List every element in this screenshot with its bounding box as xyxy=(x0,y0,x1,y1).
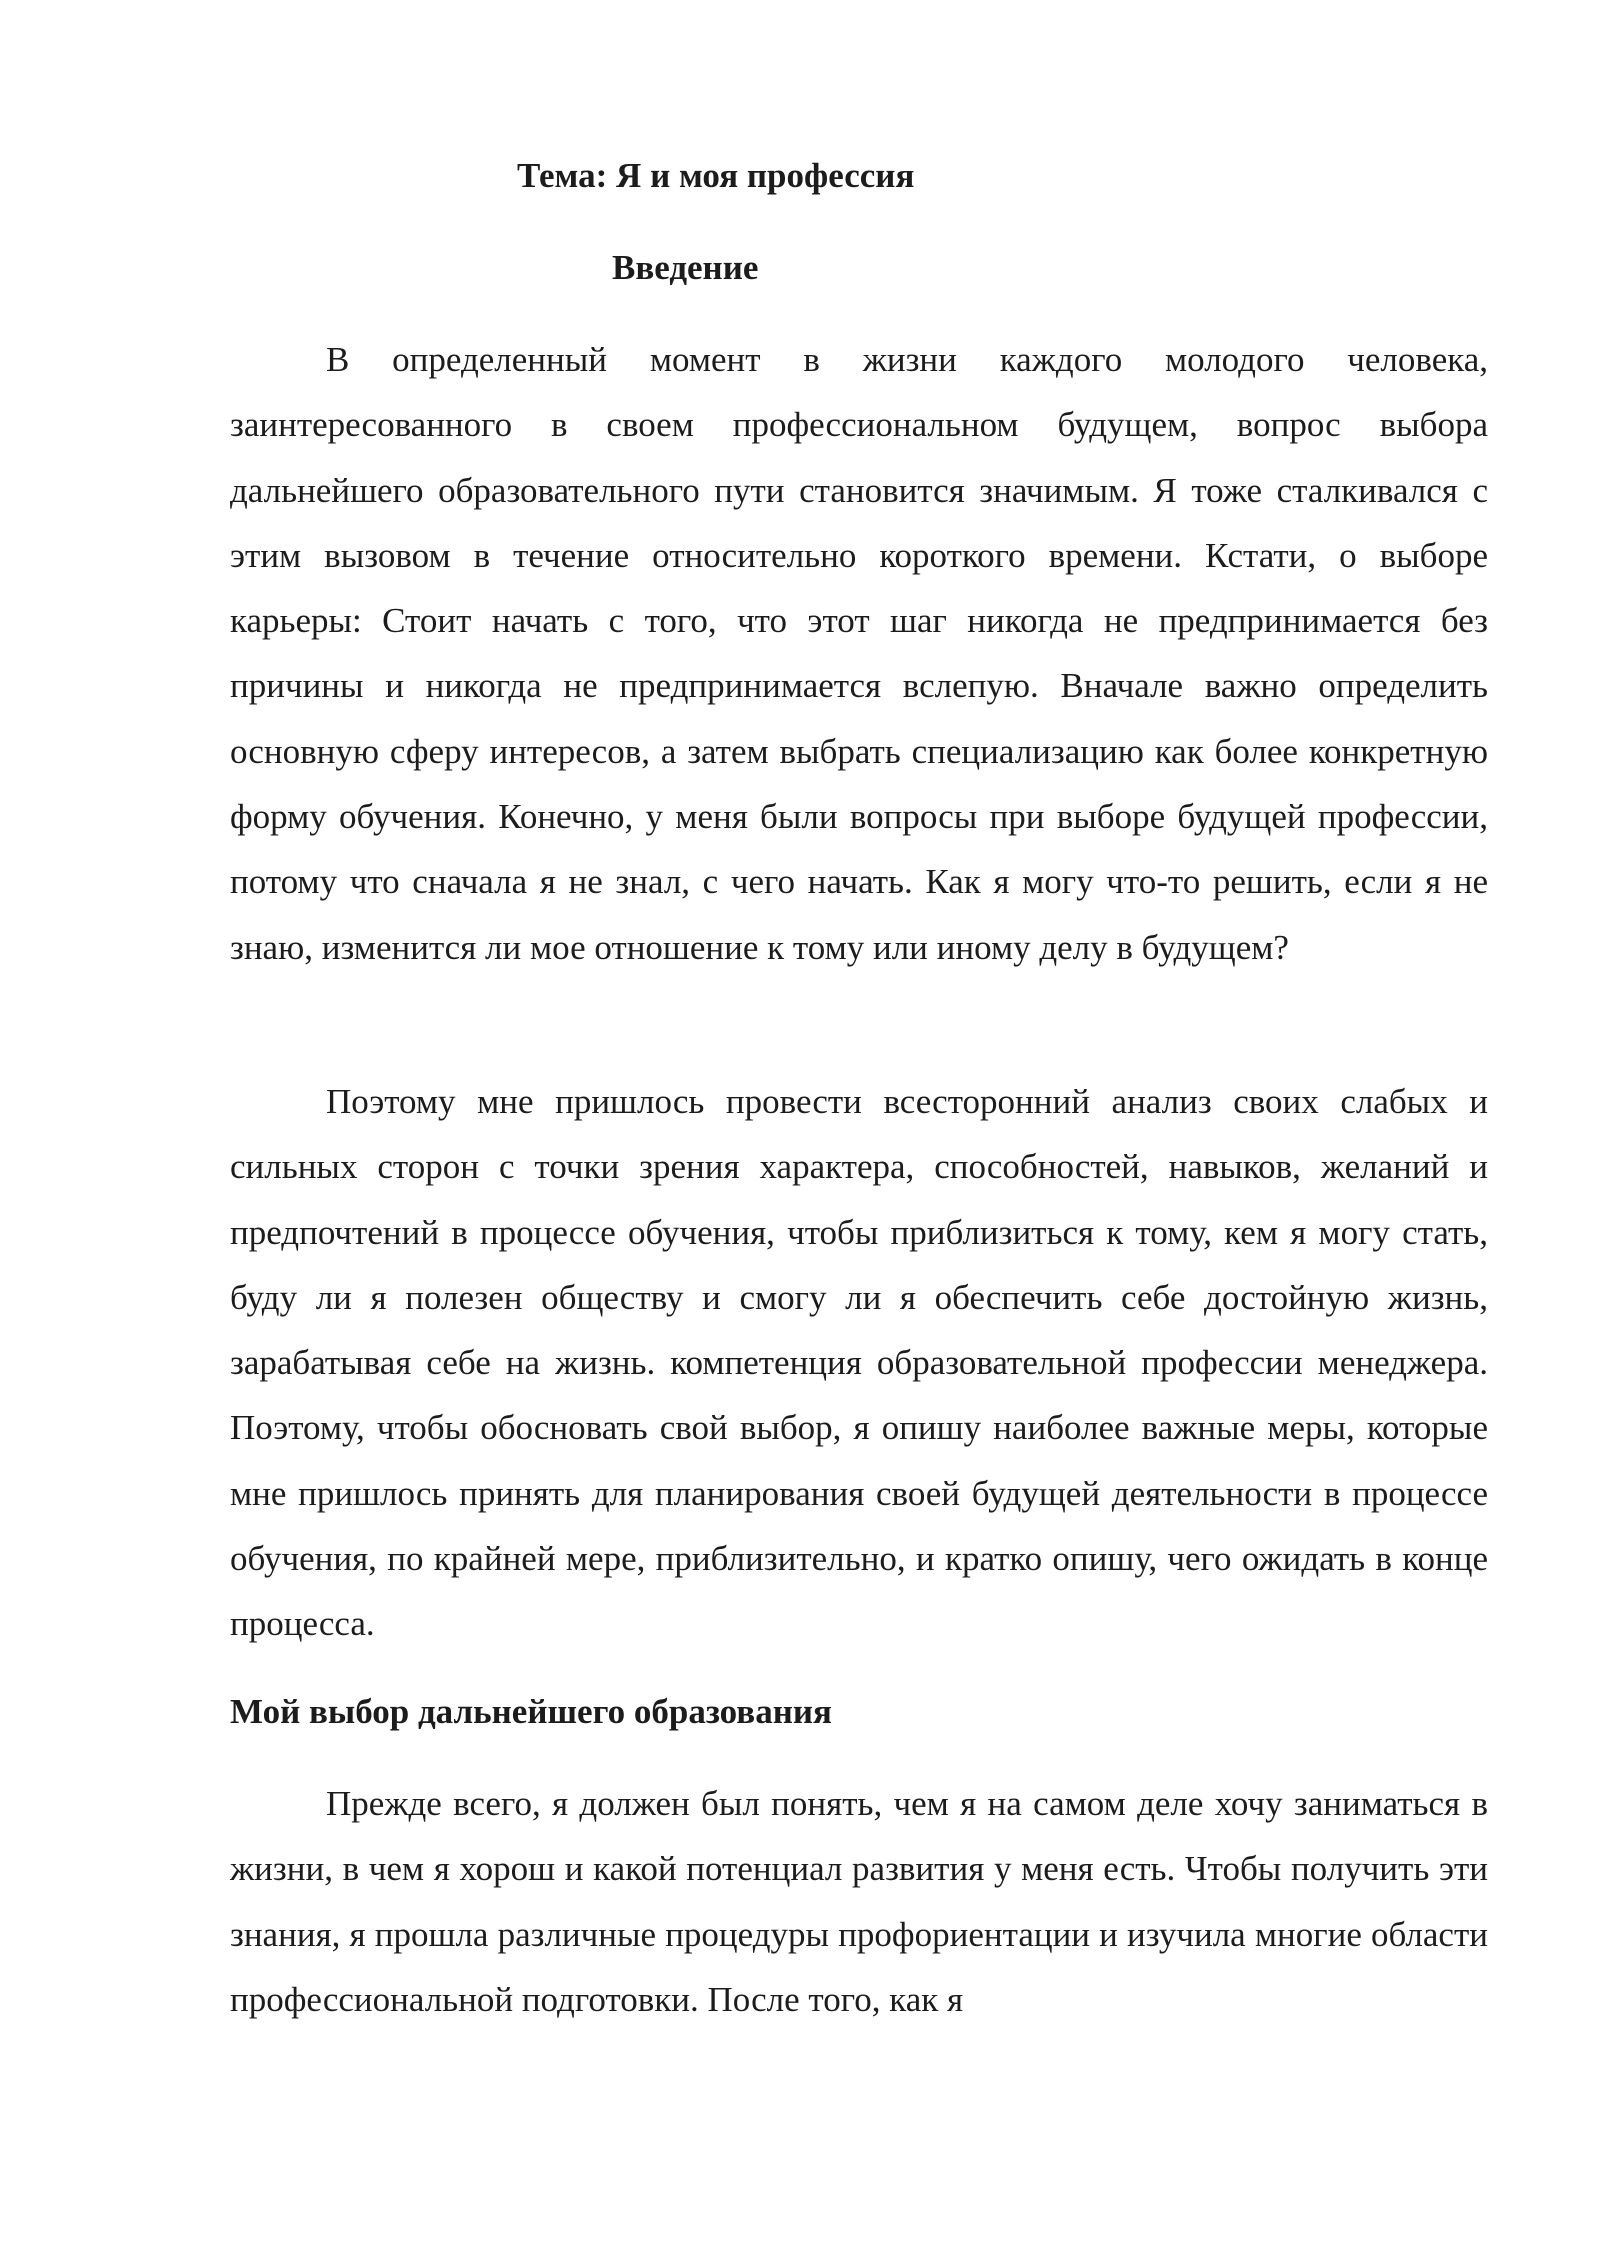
document-title: Тема: Я и моя профессия xyxy=(517,156,915,195)
paragraph-intro: В определенный момент в жизни каждого молодого человека, заинтересованного в своем профессиональном будущем, вопрос выбора дальнейшего образовательного пути становится значимым. Я тоже сталкивался с этим вызовом в течение относительно короткого времени. Кстати, о выборе карьеры: Стоит начать с того, что этот шаг никогда не предпринимается без причины и никогда не предпринимается вслепую. Вначале важно определить основную сферу интересов, а затем выбрать специализацию как более конкретную форму обучения. Конечно, у меня были вопросы при выборе будущей профессии, потому что сначала я не знал, с чего начать. Как я могу что-то решить, если я не знаю, изменится ли мое отношение к тому или иному делу в будущем? xyxy=(230,340,1488,967)
paragraph-choice: Прежде всего, я должен был понять, чем я на самом деле хочу заниматься в жизни, в чем я хорош и какой потенциал развития у меня есть. Чтобы получить эти знания, я прошла различные процедуры профориентации и изучила многие области профессиональной подготовки. После того, как я xyxy=(230,1784,1488,2019)
intro-heading: Введение xyxy=(612,248,759,287)
section-heading: Мой выбор дальнейшего образования xyxy=(230,1692,832,1731)
paragraph-analysis: Поэтому мне пришлось провести всесторонний анализ своих слабых и сильных сторон с точки зрения характера, способностей, навыков, желаний и предпочтений в процессе обучения, чтобы приблизиться к тому, кем я могу стать, буду ли я полезен обществу и смогу ли я обеспечить себе достойную жизнь, зарабатывая себе на жизнь. компетенция образовательной профессии менеджера. Поэтому, чтобы обосновать свой выбор, я опишу наиболее важные меры, которые мне пришлось принять для планирования своей будущей деятельности в процессе обучения, по крайней мере, приблизительно, и кратко опишу, чего ожидать в конце процесса. xyxy=(230,1082,1488,1644)
